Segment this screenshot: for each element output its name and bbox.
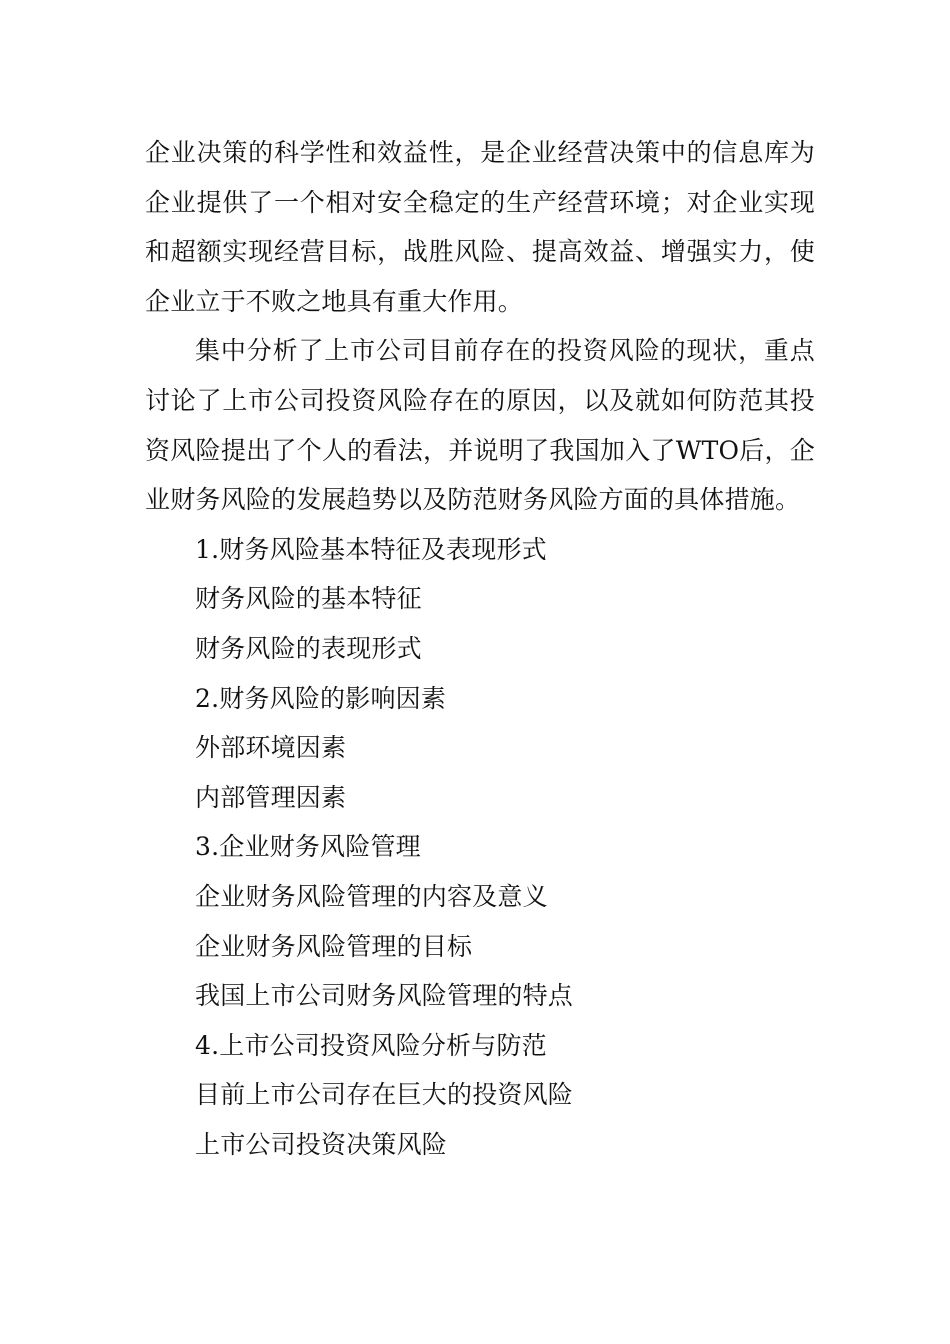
outline-item: 企业财务风险管理的内容及意义 [195,881,548,911]
outline-item: 上市公司投资决策风险 [195,1129,448,1159]
outline-heading: 3.企业财务风险管理 [195,832,421,862]
outline-item: 企业财务风险管理的目标 [195,931,473,961]
paragraph-continuation: 企业决策的科学性和效益性，是企业经营决策中的信息库为企业提供了一个相对安全稳定的生产经营环境；对企业实现和超额实现经营目标，战胜风险、提高效益、增强实力，使企业立于不败之地具有重大作用。 [145,138,815,316]
paragraph-summary: 集中分析了上市公司目前存在的投资风险的现状，重点讨论了上市公司投资风险存在的原因，以及就如何防范其投资风险提出了个人的看法，并说明了我国加入了WTO后，企业财务风险的发展趋势以及防范财务风险方面的具体措施。 [145,336,815,515]
outline-item: 外部环境因素 [195,733,347,763]
document-body [145,128,815,1169]
outline-item: 我国上市公司财务风险管理的特点 [195,981,574,1011]
outline-heading: 4.上市公司投资风险分析与防范 [195,1030,547,1060]
outline-item: 内部管理因素 [195,782,347,812]
outline-item: 财务风险的基本特征 [195,584,422,614]
outline-heading: 1.财务风险基本特征及表现形式 [195,534,547,564]
outline-item: 目前上市公司存在巨大的投资风险 [195,1080,574,1110]
outline-heading: 2.财务风险的影响因素 [195,683,447,713]
outline-item: 财务风险的表现形式 [195,633,422,663]
outline-list [145,525,815,1170]
